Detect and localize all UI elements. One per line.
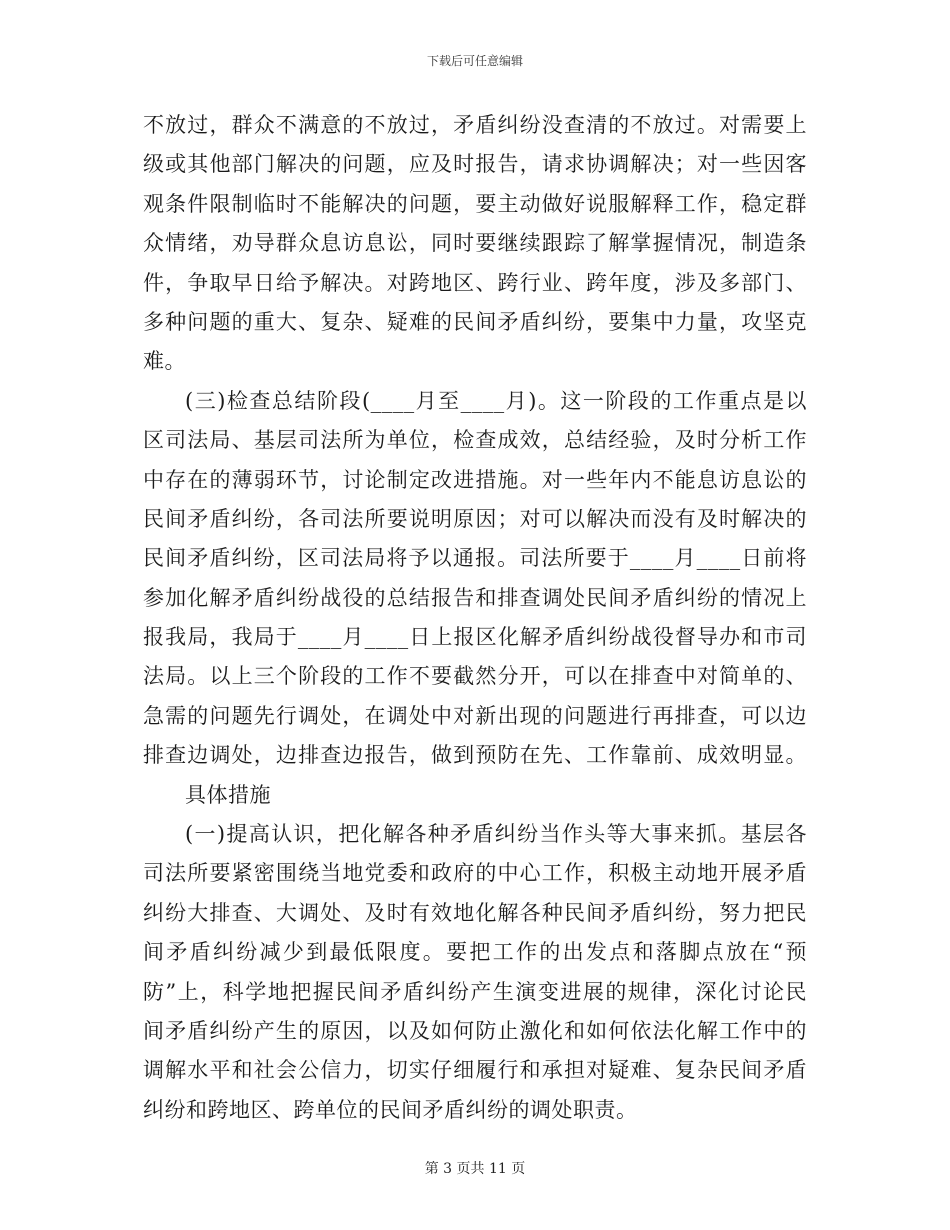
body-line: 观条件限制临时不能解决的问题，要主动做好说服解释工作，稳定群 [143, 191, 807, 216]
body-line: 民间矛盾纠纷，区司法局将予以通报。司法所要于____月____日前将 [143, 546, 807, 571]
section-heading-line: (一)提高认识，把化解各种矛盾纠纷当作头等大事来抓。基层各 [185, 822, 807, 847]
body-line: 难。 [143, 349, 186, 374]
body-line: 区司法局、基层司法所为单位，检查成效，总结经验，及时分析工作 [143, 428, 807, 453]
section-title: 具体措施 [185, 782, 271, 807]
body-line: 司法所要紧密围绕当地党委和政府的中心工作，积极主动地开展矛盾 [143, 861, 807, 886]
page-header: 下载后可任意编辑 [426, 54, 523, 68]
body-line: 调解水平和社会公信力，切实仔细履行和承担对疑难、复杂民间矛盾 [143, 1058, 807, 1083]
body-line: 纠纷和跨地区、跨单位的民间矛盾纠纷的调处职责。 [143, 1097, 638, 1122]
body-line: 不放过，群众不满意的不放过，矛盾纠纷没查清的不放过。对需要上 [143, 113, 807, 137]
body-line: 多种问题的重大、复杂、疑难的民间矛盾纠纷，要集中力量，攻坚克 [143, 309, 807, 334]
body-line: 间矛盾纠纷减少到最低限度。要把工作的出发点和落脚点放在“预 [143, 940, 807, 965]
body-line: 间矛盾纠纷产生的原因，以及如何防止激化和如何依法化解工作中的 [143, 1018, 807, 1043]
body-line: 参加化解矛盾纠纷战役的总结报告和排查调处民间矛盾纠纷的情况上 [143, 585, 807, 610]
body-line: 民间矛盾纠纷，各司法所要说明原因；对可以解决而没有及时解决的 [143, 506, 807, 531]
body-line: 排查边调处，边排查边报告，做到预防在先、工作靠前、成效明显。 [143, 743, 807, 768]
body-line: 防”上，科学地把握民间矛盾纠纷产生演变进展的规律，深化讨论民 [143, 979, 807, 1004]
body-line: 法局。以上三个阶段的工作不要截然分开，可以在排查中对简单的、 [143, 664, 807, 689]
body-line: 报我局，我局于____月____日上报区化解矛盾纠纷战役督导办和市司 [143, 625, 807, 650]
body-line: 件，争取早日给予解决。对跨地区、跨行业、跨年度，涉及多部门、 [143, 270, 807, 295]
body-line: 急需的问题先行调处，在调处中对新出现的问题进行再排查，可以边 [143, 703, 807, 728]
page-footer: 第 3 页共 11 页 [424, 1161, 526, 1177]
body-line: 纠纷大排查、大调处、及时有效地化解各种民间矛盾纠纷，努力把民 [143, 900, 807, 925]
body-line: 中存在的薄弱环节，讨论制定改进措施。对一些年内不能息访息讼的 [143, 467, 807, 492]
document-body [143, 106, 807, 1130]
body-line: 级或其他部门解决的问题，应及时报告，请求协调解决；对一些因客 [143, 152, 807, 177]
section-heading-line: (三)检查总结阶段(____月至____月)。这一阶段的工作重点是以 [185, 388, 807, 413]
body-line: 众情绪，劝导群众息访息讼，同时要继续跟踪了解掌握情况，制造条 [143, 231, 807, 256]
